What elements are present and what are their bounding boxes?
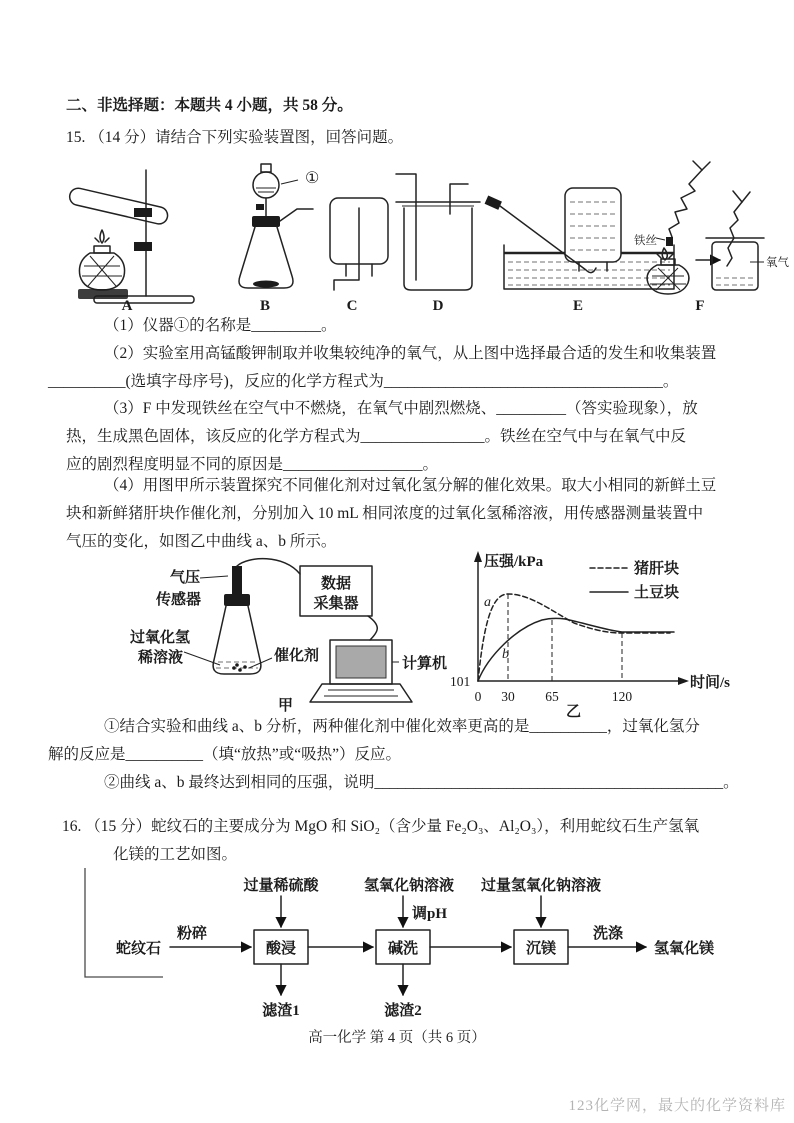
legend-potato: 土豆块 (634, 585, 680, 601)
pressure-sensor-label-1: 气压 (170, 570, 201, 586)
q15-2-line1: （2）实验室用高锰酸钾制取并收集较纯净的氧气，从上图中选择最合适的发生和收集装置 (104, 345, 717, 362)
tick-120: 120 (611, 689, 633, 704)
curve-a-pig-liver (478, 594, 670, 681)
callout-1: ① (305, 170, 320, 187)
flow-wash-label: 洗涤 (592, 926, 624, 942)
flow-step-acid-leach: 酸浸 (265, 941, 297, 957)
apparatus-d-diagram (396, 174, 480, 290)
apparatus-f-diagram (647, 161, 764, 294)
flow-crush-label: 粉碎 (176, 926, 208, 942)
y-axis-label: 压强/kPa (484, 554, 544, 570)
q15-4-sub1-line1: ①结合实验和曲线 a、b 分析，两种催化剂中催化效率更高的是__________，过氧化氢分 (104, 718, 700, 735)
flow-input-serpentine: 蛇纹石 (116, 941, 162, 957)
flow-adjust-ph-label: 调pH (412, 906, 448, 922)
q15-2-line2: __________(选填字母序号)，反应的化学方程式为____________________________________。 (48, 373, 679, 390)
flow-product-label: 氢氧化镁 (654, 941, 715, 957)
peroxide-solution-label-2: 稀溶液 (138, 650, 184, 666)
q15-4-line1: （4）用图甲所示装置探究不同催化剂对过氧化氢分解的催化效果。取大小相同的新鲜土豆 (104, 477, 717, 494)
q16-stem-line1: 16. （15 分）蛇纹石的主要成分为 MgO 和 SiO₂（含少量 Fe₂O₃、Al₂O₃），利用蛇纹石生产氢氧 (62, 818, 700, 835)
flow-step-precipitate-mg: 沉镁 (525, 941, 557, 957)
q16-stem-line2: 化镁的工艺如图。 (113, 846, 238, 863)
apparatus-c-diagram (330, 198, 388, 290)
watermark: 123化学网，最大的化学资料库 (568, 1098, 786, 1114)
jia-caption: 甲 (278, 698, 294, 714)
data-collector-label-2: 采集器 (313, 596, 359, 612)
apparatus-b-label: B (259, 298, 271, 314)
section-title: 二、非选择题：本题共 4 小题，共 58 分。 (66, 97, 353, 114)
q15-3-line3: 应的剧烈程度明显不同的原因是__________________。 (66, 456, 439, 473)
iron-wire-label: 铁丝 (634, 235, 657, 247)
page-footer: 高一化学 第 4 页（共 6 页） (308, 1030, 486, 1046)
apparatus-b-diagram (239, 164, 313, 288)
q15-3-line1: （3）F 中发现铁丝在空气中不燃烧，在氧气中剧烈燃烧、_________（答实验现象），放 (104, 400, 698, 417)
x-axis-label: 时间/s (690, 675, 731, 691)
flow-residue2-label: 滤渣2 (384, 1003, 422, 1019)
legend-pig-liver: 猪肝块 (634, 561, 680, 577)
flow-input-acid-label: 过量稀硫酸 (243, 878, 319, 894)
yi-graph (438, 544, 750, 718)
oxygen-label: 氧气 (766, 257, 789, 269)
q15-stem: 15. （14 分）请结合下列实验装置图，回答问题。 (66, 129, 404, 146)
apparatus-c-label: C (346, 298, 358, 314)
apparatus-f-label: F (695, 298, 705, 314)
tick-0: 0 (474, 689, 482, 704)
q15-4-sub2: ②曲线 a、b 最终达到相同的压强，说明_____________________________________________。 (104, 774, 739, 791)
scan-margin-line (85, 868, 163, 977)
q15-4-line2: 块和新鲜猪肝块作催化剂，分别加入 10 mL 相同浓度的过氧化氢稀溶液，用传感器测量装置中 (66, 505, 704, 522)
flow-residue1-label: 滤渣1 (262, 1003, 300, 1019)
apparatus-e-label: E (572, 298, 584, 314)
yi-caption: 乙 (566, 704, 582, 720)
computer-label: 计算机 (402, 656, 448, 672)
tick-30: 30 (501, 689, 515, 704)
curve-a-label: a (484, 595, 491, 610)
pressure-sensor-label-2: 传感器 (156, 592, 202, 608)
flow-excess-naoh-label: 过量氢氧化钠溶液 (480, 878, 602, 894)
curve-b-label: b (502, 647, 509, 662)
apparatus-d-label: D (432, 298, 444, 314)
data-collector-label-1: 数据 (320, 576, 352, 592)
apparatus-a-label: A (121, 298, 133, 314)
jia-apparatus-diagram (128, 554, 458, 714)
catalyst-label: 催化剂 (274, 648, 320, 664)
flow-step-alkali-wash: 碱洗 (387, 941, 419, 957)
apparatus-a-diagram (68, 170, 194, 303)
q15-4-sub1-line2: 解的反应是__________（填“放热”或“吸热”）反应。 (48, 746, 402, 763)
peroxide-solution-label-1: 过氧化氢 (130, 630, 191, 646)
q15-3-line2: 热，生成黑色固体，该反应的化学方程式为________________。铁丝在空气中与在氧气中反 (66, 428, 687, 445)
q15-4-line3: 气压的变化，如图乙中曲线 a、b 所示。 (66, 533, 337, 550)
q15-1: （1）仪器①的名称是_________。 (104, 317, 337, 334)
flow-naoh-label: 氢氧化钠溶液 (363, 878, 455, 894)
apparatus-diagrams (34, 158, 792, 318)
process-flowchart (48, 866, 760, 1020)
origin-pressure-label: 101 (450, 674, 471, 689)
tick-65: 65 (545, 689, 559, 704)
